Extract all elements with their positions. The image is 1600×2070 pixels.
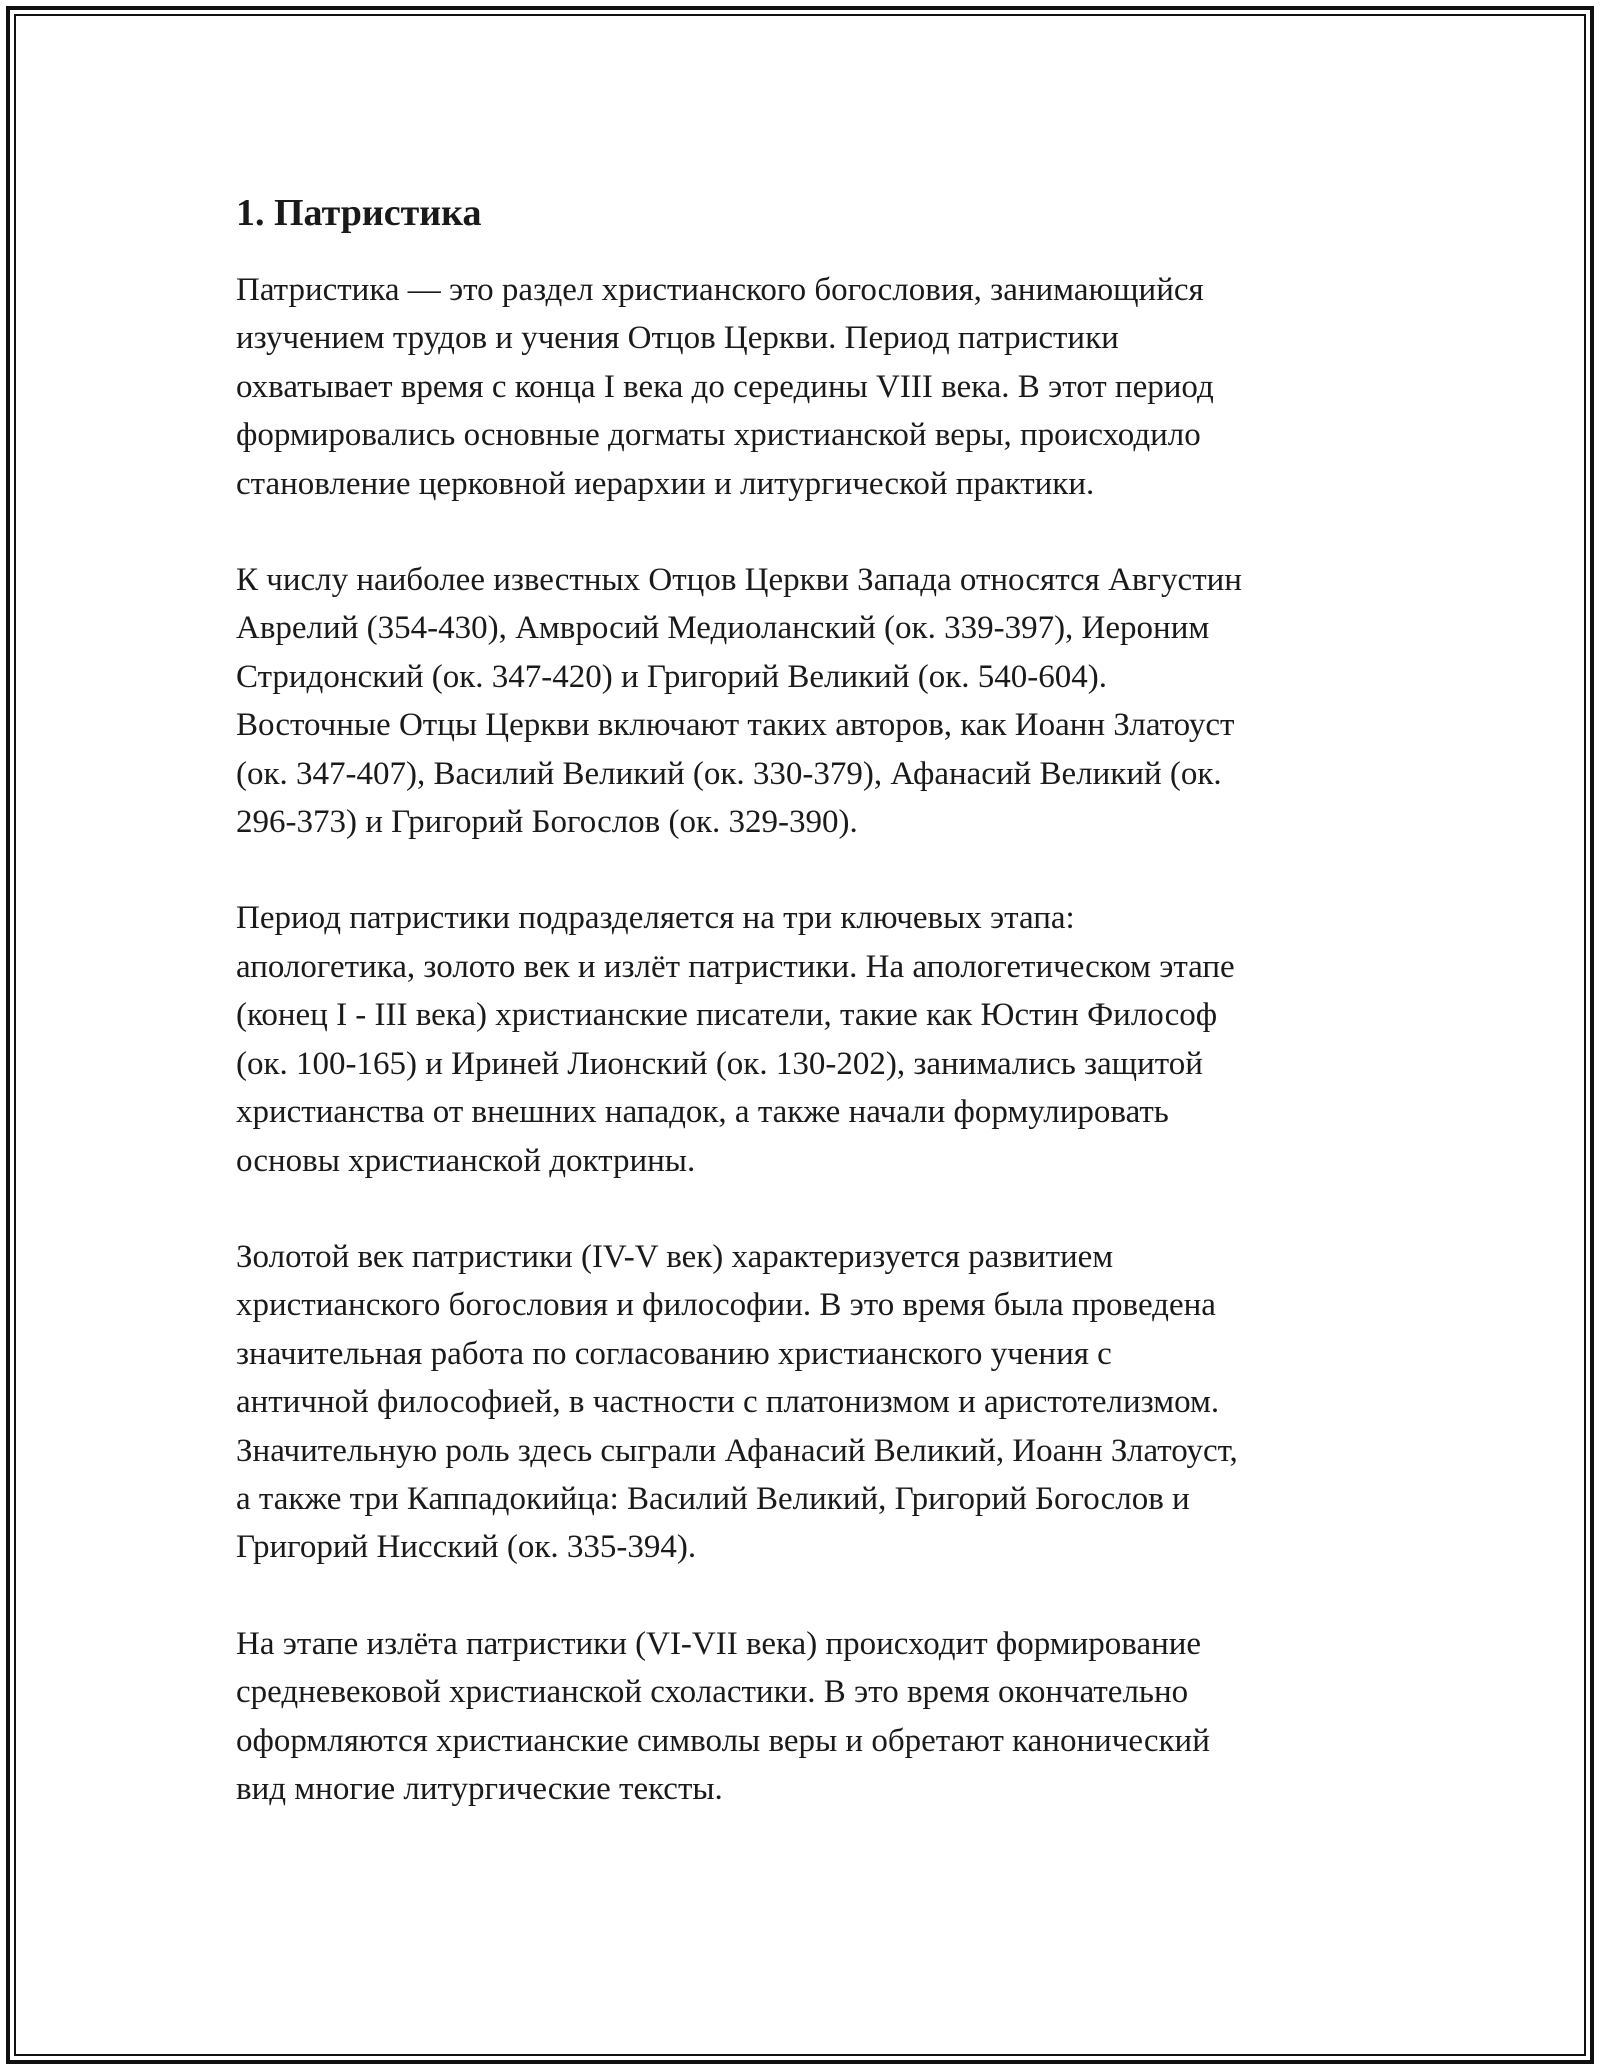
document-body (236, 186, 1366, 1861)
section-heading: 1. Патристика (236, 192, 482, 234)
paragraph-church-fathers: К числу наиболее известных Отцов Церкви Запада относятся Августин Аврелий (354-430), Амвросий Медиоланский (ок. 339-397), Иероним Стридонский (ок. 347-420) и Григорий Великий (ок. 540-604). Восточные Отцы Церкви включают таких авторов, как Иоанн Златоуст (ок. 347-407), Василий Великий (ок. 330-379), Афанасий Великий (ок. 296-373) и Григорий Богослов (ок. 329-390). (236, 562, 1242, 841)
paragraph-golden-age: Золотой век патристики (IV-V век) характеризуется развитием христианского богословия и философии. В это время была проведена значительная работа по согласованию христианского учения с античной философией, в частности с платонизмом и аристотелизмом. Значительную роль здесь сыграли Афанасий Великий, Иоанн Златоуст, а также три Каппадокийца: Василий Великий, Григорий Богослов и Григорий Нисский (ок. 335-394). (236, 1238, 1238, 1566)
paragraph-definition: Патристика — это раздел христианского богословия, занимающийся изучением трудов и учения Отцов Церкви. Период патристики охватывает время с конца I века до середины VIII века. В этот период формировались основные догматы христианской веры, происходило становление церковной иерархии и литургической практики. (236, 272, 1214, 502)
paragraph-periods: Период патристики подразделяется на три ключевых этапа: апологетика, золото век и излёт патристики. На апологетическом этапе (конец I - III века) христианские писатели, такие как Юстин Философ (ок. 100-165) и Ириней Лионский (ок. 130-202), занимались защитой христианства от внешних нападок, а также начали формулировать основы христианской доктрины. (236, 900, 1235, 1179)
paragraph-late-period: На этапе излёта патристики (VI-VII века) происходит формирование средневековой христианской схоластики. В это время окончательно оформляются христианские символы веры и обретают канонический вид многие литургические тексты. (236, 1625, 1210, 1807)
